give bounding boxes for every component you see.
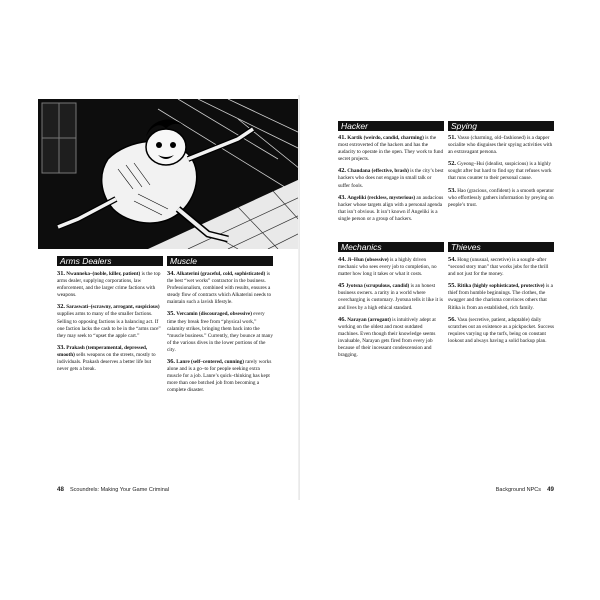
npc-entry [338, 316, 444, 360]
entry-number: 41. [338, 134, 346, 141]
entry-number: 44. [338, 256, 346, 263]
npc-name: Vercamin (discouraged, obsessive) [176, 311, 252, 318]
column-muscle [167, 270, 273, 399]
npc-description: is the top arms dealer, supplying corporations, law enforcement, and the larger crime factions with weapons. [57, 271, 161, 299]
npc-name: Ji–Hun (obsessive) [347, 257, 389, 263]
npc-entry [167, 270, 273, 306]
section-title: Mechanics [341, 242, 382, 252]
illustration-hacker-falling [38, 99, 300, 249]
npc-entry [448, 256, 554, 278]
entry-number: 35. [167, 310, 175, 318]
npc-description: Vasu (secretive, patient, adaptable) daily scratches out an existence as a pickpocket. Success requires varying up the turfs, being on constant lookout and always having a solid backup plan. [448, 316, 555, 344]
illustration-art [38, 99, 300, 249]
npc-description: rarely works alone and is a go–to for people seeking extra muscle for a job. Lanre’s quick–thinking has kept more than one botched job from becoming a complete disaster. [167, 359, 272, 394]
section-header-arms-dealers [57, 256, 163, 266]
entry-number: 36. [167, 358, 175, 366]
npc-entry [338, 282, 444, 311]
left-page-footer [57, 486, 169, 493]
page-number: 49 [547, 486, 554, 493]
npc-name: Kartik (weirdo, candid, charming) [347, 135, 424, 141]
section-header-muscle [167, 256, 273, 266]
npc-entry [448, 282, 554, 311]
entry-number: 43. [338, 193, 346, 201]
npc-entry [338, 256, 444, 278]
section-title: Arms Dealers [60, 256, 112, 266]
entry-number: 51. [448, 134, 456, 141]
section-title: Hacker [341, 121, 368, 131]
npc-name: Nwanneka–(noble, killer, patient) [66, 271, 141, 277]
section-header-hacker [338, 121, 444, 131]
section-header-mechanics [338, 242, 444, 252]
npc-entry [448, 134, 554, 156]
entry-number: 34. [167, 270, 175, 277]
entry-number: 45 [338, 282, 345, 290]
npc-name: Narayan (arrogant) [347, 316, 391, 323]
npc-entry [57, 303, 163, 339]
npc-description: is a thief from humble beginnings. The clothes, the swagger and the charisma convinces others that Ritika is from an established, rich family. [448, 283, 553, 311]
npc-name: Saraswati–(scrawny, arrogant, suspicious) [66, 304, 160, 311]
npc-entry [448, 160, 554, 182]
npc-entry [448, 316, 554, 345]
npc-description: supplies arms to many of the smaller factions. Selling to opposing factions is a balancing act. If one faction lacks the cash to be in the “arms race” they may seek to “upset the apple cart.” [57, 311, 161, 339]
npc-name: Alkaterini (graceful, cold, sophisticated) [176, 271, 266, 277]
npc-name: Lanre (self–centered, cunning) [176, 359, 244, 366]
entry-number: 42. [338, 167, 346, 175]
npc-name: Ritika (highly sophisticated, protective) [457, 283, 545, 290]
npc-description: Vasso (charming, old–fashioned) is a dapper socialite who disguises their spying activities with an extravagant persona. [448, 135, 553, 156]
npc-name: Chandana (effective, brash) [347, 168, 409, 175]
section-header-thieves [448, 242, 554, 252]
npc-entry [167, 310, 273, 354]
npc-description: every time they break free from “physical work,” calamity strikes, bringing them back into the “muscle business.” Currently, they bounce at many of the various dives in the lower portions of the city. [167, 311, 273, 353]
npc-description: Hao (gracious, confident) is a smooth operator who effortlessly gathers information by preying on people’s trust. [448, 187, 554, 208]
npc-description: an audacious hacker whose targets align with a personal agenda that isn’t obvious. It isn’t known if Angeliki is a single person or a group of hackers. [338, 194, 444, 222]
npc-name: Angeliki (reckless, mysterious) [347, 194, 416, 201]
right-page [300, 0, 600, 600]
npc-entry [448, 187, 554, 209]
column-thieves [448, 256, 554, 349]
npc-description: is intuitively adept at working on the oldest and most outdated machines. Even though their knowledge seems invaluable, Narayan gets fired from every job because of their incessant condescension and bragging. [338, 316, 436, 359]
section-title: Thieves [451, 242, 481, 252]
npc-description: is a highly driven mechanic who sees every job to completion, no matter how long it takes or what it costs. [338, 257, 437, 278]
npc-description: is the best “wet works” contractor in the business. Professionalism, combined with results, ensures a steady flow of contracts which Alkaterini needs to maintain such a lavish lifestyle. [167, 271, 272, 306]
column-arms-dealers [57, 270, 163, 377]
entry-number: 56. [448, 315, 456, 323]
page-number: 48 [57, 486, 64, 493]
entry-number: 55. [448, 282, 456, 290]
entry-number: 53. [448, 186, 456, 194]
npc-entry [338, 134, 444, 163]
entry-number: 31. [57, 270, 65, 277]
entry-number: 52. [448, 160, 456, 168]
right-page-footer [496, 486, 554, 493]
npc-description: Hong (unusual, secretive) is a sought–after “second story man” that works jobs for the thrill and not just for the money. [448, 257, 549, 278]
entry-number: 46. [338, 315, 346, 323]
npc-description: Gyeong–Hui (idealist, suspicious) is a highly sought after but hard to find spy that refuses work that runs counter to their personal cause. [448, 161, 552, 182]
npc-entry [338, 194, 444, 223]
section-title: Muscle [170, 256, 197, 266]
npc-name: Prakash (temperamental, depressed, smooth) [57, 344, 148, 358]
npc-entry [57, 344, 163, 373]
section-header-spying [448, 121, 554, 131]
npc-entry [167, 358, 273, 394]
entry-number: 32. [57, 303, 65, 311]
npc-description: is the city’s best hackers who does not engage in small talk or suffer fools. [338, 168, 444, 189]
npc-name: Jyotsna (scrupulous, candid) [345, 283, 410, 290]
entry-number: 33. [57, 343, 65, 351]
column-hacker [338, 134, 444, 227]
npc-description: is an honest business owners. a rarity in a world where overcharging is customary. Jyotsna tells it like it is and lives by a high ethical standard. [338, 283, 443, 311]
npc-description: is the most extroverted of the hackers and has the audacity to operate in the open. They work to fund secret projects. [338, 135, 444, 163]
running-title: Scoundrels: Making Your Game Criminal [70, 487, 170, 493]
npc-description: sells weapons on the streets, mostly to individuals. Prakash deserves a better life but never gets a break. [57, 351, 156, 373]
npc-entry [338, 167, 444, 189]
section-title: Spying [451, 121, 477, 131]
column-mechanics [338, 256, 444, 363]
entry-number: 54. [448, 256, 456, 263]
column-spying [448, 134, 554, 213]
running-title: Background NPCs [495, 487, 541, 493]
npc-entry [57, 270, 163, 299]
